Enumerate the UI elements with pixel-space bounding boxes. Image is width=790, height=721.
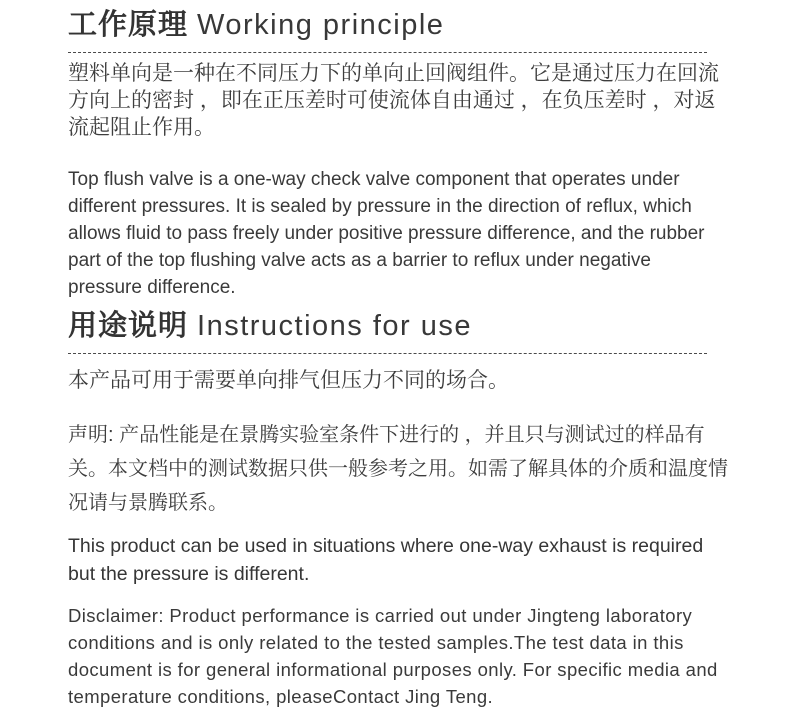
instructions-usage-paragraph-zh: 本产品可用于需要单向排气但压力不同的场合。 xyxy=(68,369,509,392)
dashed-divider xyxy=(68,52,707,53)
working-principle-title-zh: 工作原理 xyxy=(68,9,189,41)
working-principle-title-en: Working principle xyxy=(197,9,445,41)
dashed-divider xyxy=(68,353,707,354)
working-principle-paragraph-en: Top flush valve is a one-way check valve component that operates under different pressures. It is sealed by pressure in the direction of reflux, which allows fluid to pass freely under positive pressure difference, and the rubber part of the top flushing valve acts as a barrier to reflux under negative pressure difference. xyxy=(68,169,705,298)
instructions-title-zh: 用途说明 xyxy=(68,310,189,342)
instructions-disclaimer-paragraph-zh: 声明: 产品性能是在景腾实验室条件下进行的 ，并且只与测试过的样品有关。本文档中的测试数据只供一般参考之用。如需了解具体的介质和温度情况请与景腾联系。 xyxy=(68,424,728,514)
working-principle-paragraph-zh: 塑料单向是一种在不同压力下的单向止回阀组件。它是通过压力在回流方向上的密封 ，即在正压差时可使流体自由通过 ，在负压差时 ，对返流起阻止作用。 xyxy=(68,62,719,139)
instructions-disclaimer-paragraph-en: Disclaimer: Product performance is carried out under Jingteng laboratory conditions and is only related to the tested samples.The test data in this document is for general informational purposes only. For specific media and temperature conditions, pleaseContact Jing Teng. xyxy=(68,605,718,707)
instructions-title xyxy=(68,309,790,344)
section-instructions-for-use xyxy=(68,309,790,710)
instructions-title-en: Instructions for use xyxy=(197,310,473,342)
instructions-usage-paragraph-en: This product can be used in situations where one-way exhaust is required but the pressure is different. xyxy=(68,535,704,585)
working-principle-title xyxy=(68,8,790,43)
section-working-principle xyxy=(68,8,790,301)
